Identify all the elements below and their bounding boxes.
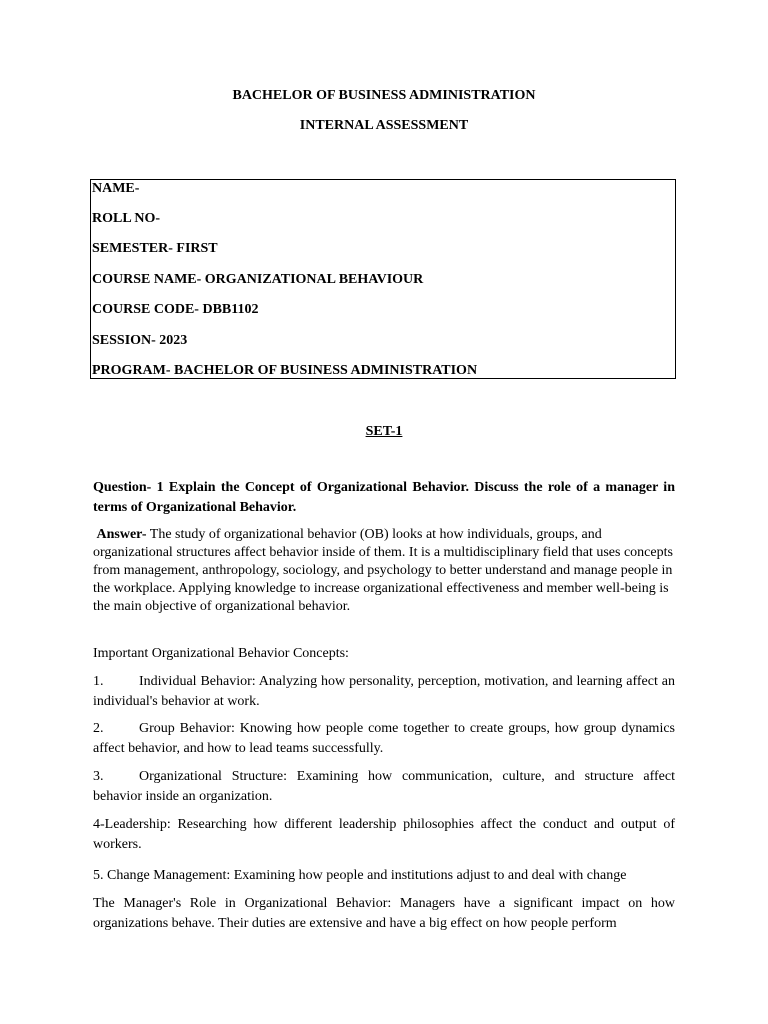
student-info-box <box>90 179 676 379</box>
roll-no-field: ROLL NO- <box>92 211 161 226</box>
set-heading: SET-1 <box>365 424 403 439</box>
concept-item-3 <box>93 767 675 807</box>
answer-label: Answer- <box>96 527 147 542</box>
concept-text: Individual Behavior: Analyzing how personality, perception, motivation, and learning affect an individual's behavior at work. <box>93 674 675 709</box>
question-1: Question- 1 Explain the Concept of Organizational Behavior. Discuss the role of a manager in terms of Organizational Behavior. <box>93 480 675 515</box>
concept-number: 2. <box>93 721 104 736</box>
concept-text: Organizational Structure: Examining how communication, culture, and structure affect behavior inside an organization. <box>93 769 675 804</box>
manager-role-paragraph: The Manager's Role in Organizational Behavior: Managers have a significant impact on how organizations behave. Their duties are extensive and have a big effect on how people perform <box>93 896 675 931</box>
concept-number: 1. <box>93 674 104 689</box>
concept-number: 3. <box>93 769 104 784</box>
program-field: PROGRAM- BACHELOR OF BUSINESS ADMINISTRATION <box>92 363 478 378</box>
course-name-field: COURSE NAME- ORGANIZATIONAL BEHAVIOUR <box>92 272 424 287</box>
name-field: NAME- <box>92 181 140 196</box>
concept-item-5: 5. Change Management: Examining how people and institutions adjust to and deal with change <box>93 868 627 883</box>
concept-item-4: 4-Leadership: Researching how different leadership philosophies affect the conduct and output of workers. <box>93 817 675 852</box>
concept-text: Group Behavior: Knowing how people come together to create groups, how group dynamics affect behavior, and how to lead teams successfully. <box>93 721 675 756</box>
course-code-field: COURSE CODE- DBB1102 <box>92 302 259 317</box>
session-field: SESSION- 2023 <box>92 333 188 348</box>
answer-text: The study of organizational behavior (OB) looks at how individuals, groups, and organizational structures affect behavior inside of them. It is a multidisciplinary field that uses concepts from management, anthropology, sociology, and psychology to better understand and manage people in the workplace. Applying knowledge to increase organizational effectiveness and member well-being is the main objective of organizational behavior. <box>93 527 673 614</box>
document-title: BACHELOR OF BUSINESS ADMINISTRATION <box>232 88 536 103</box>
concepts-heading: Important Organizational Behavior Concepts: <box>93 646 349 661</box>
answer-paragraph <box>93 526 675 616</box>
semester-field: SEMESTER- FIRST <box>92 241 218 256</box>
concept-item-2 <box>93 719 675 759</box>
document-subtitle: INTERNAL ASSESSMENT <box>299 118 469 133</box>
concept-item-1 <box>93 672 675 712</box>
